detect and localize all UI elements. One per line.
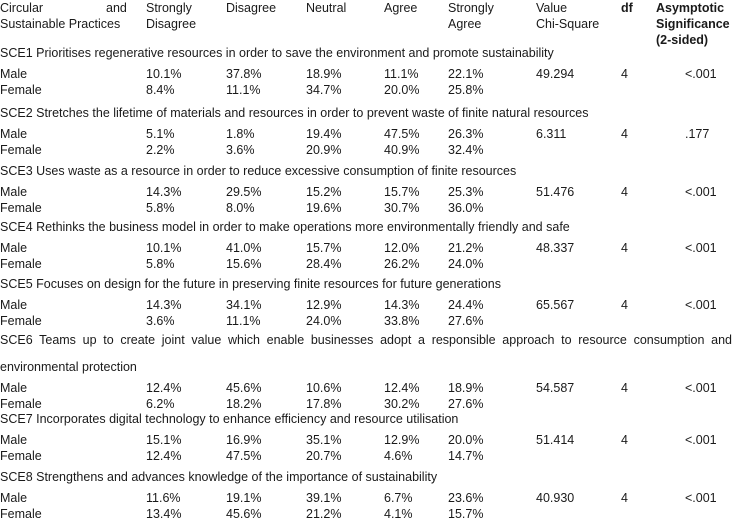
cell-sd: 12.4% (146, 381, 182, 395)
header-strongly-disagree-1: Strongly (146, 1, 192, 15)
cell-sa: 27.6% (448, 314, 484, 328)
cell-d: 18.2% (226, 397, 262, 411)
table-row-male (0, 490, 732, 506)
cell-sd: 14.3% (146, 298, 182, 312)
cell-df: 4 (621, 491, 628, 505)
table-row-female (0, 200, 732, 216)
cell-n: 19.6% (306, 201, 342, 215)
cell-d: 1.8% (226, 127, 255, 141)
cell-sd: 15.1% (146, 433, 182, 447)
item-label: SCE6 Teams up to create joint value which enable businesses adopt a responsible approach to resource consumption and (0, 333, 732, 347)
cell-sa: 24.4% (448, 298, 484, 312)
cell-sa: 36.0% (448, 201, 484, 215)
cell-df: 4 (621, 241, 628, 255)
cell-a: 33.8% (384, 314, 420, 328)
cell-d: 11.1% (226, 83, 261, 97)
item-label: SCE1 Prioritises regenerative resources in order to save the environment and promote sustainability (0, 46, 554, 60)
item-label: SCE2 Stretches the lifetime of materials and resources in order to prevent waste of finite natural resources (0, 106, 589, 120)
cell-a: 15.7% (384, 185, 420, 199)
cell-a: 47.5% (384, 127, 420, 141)
cell-n: 24.0% (306, 314, 342, 328)
cell-n: 18.9% (306, 67, 342, 81)
cell-a: 20.0% (384, 83, 420, 97)
cell-n: 20.7% (306, 449, 342, 463)
cell-sd: 5.8% (146, 201, 175, 215)
cell-d: 11.1% (226, 314, 261, 328)
header-neutral: Neutral (306, 1, 347, 15)
cell-sd: 11.6% (146, 491, 181, 505)
cell-sd: 5.1% (146, 127, 175, 141)
cell-d: 37.8% (226, 67, 262, 81)
cell-a: 40.9% (384, 143, 420, 157)
cell-significance: <.001 (685, 433, 717, 447)
cell-d: 45.6% (226, 381, 262, 395)
cell-sa: 15.7% (448, 507, 484, 521)
cell-sa: 32.4% (448, 143, 484, 157)
table-row-female (0, 448, 732, 464)
cell-sa: 26.3% (448, 127, 484, 141)
cell-group: Female (0, 257, 42, 271)
header-disagree: Disagree (226, 1, 277, 15)
item-label: SCE4 Rethinks the business model in order to make operations more environmentally friendly and safe (0, 220, 570, 234)
cell-sd: 14.3% (146, 185, 182, 199)
header-practices-line2: Sustainable Practices (0, 17, 121, 31)
table-row-male (0, 297, 732, 313)
cell-significance: <.001 (685, 298, 717, 312)
cell-group: Male (0, 298, 28, 312)
cell-sd: 8.4% (146, 83, 175, 97)
cell-df: 4 (621, 185, 628, 199)
cell-chi-square: 51.476 (536, 185, 575, 199)
table-row-male (0, 432, 732, 448)
cell-df: 4 (621, 433, 628, 447)
cell-sa: 20.0% (448, 433, 484, 447)
cell-sd: 2.2% (146, 143, 175, 157)
cell-sa: 21.2% (448, 241, 484, 255)
table-row-female (0, 313, 732, 329)
cell-sd: 6.2% (146, 397, 175, 411)
cell-d: 45.6% (226, 507, 262, 521)
header-chi-square-2: Chi-Square (536, 17, 600, 31)
cell-chi-square: 6.311 (536, 127, 567, 141)
header-practices-line1a: Circular (0, 1, 44, 15)
cell-df: 4 (621, 381, 628, 395)
table-row-male (0, 380, 732, 396)
cell-sd: 3.6% (146, 314, 175, 328)
cell-df: 4 (621, 298, 628, 312)
cell-significance: <.001 (685, 67, 717, 81)
cell-a: 12.4% (384, 381, 420, 395)
cell-a: 4.6% (384, 449, 413, 463)
cell-n: 15.7% (306, 241, 342, 255)
cell-significance: <.001 (685, 491, 717, 505)
cell-sd: 10.1% (146, 241, 182, 255)
cell-d: 16.9% (226, 433, 262, 447)
cell-df: 4 (621, 67, 628, 81)
table-row-female (0, 82, 732, 98)
cell-sa: 24.0% (448, 257, 484, 271)
cell-sa: 27.6% (448, 397, 484, 411)
header-significance-3: (2-sided) (656, 33, 709, 47)
cell-sa: 14.7% (448, 449, 484, 463)
item-label-continued: environmental protection (0, 360, 137, 374)
header-chi-square-1: Value (536, 1, 568, 15)
header-df: df (621, 1, 633, 15)
cell-a: 12.0% (384, 241, 420, 255)
cell-group: Male (0, 185, 28, 199)
cell-group: Male (0, 381, 28, 395)
cell-significance: <.001 (685, 381, 717, 395)
cell-a: 30.7% (384, 201, 420, 215)
cell-sd: 12.4% (146, 449, 182, 463)
cell-d: 41.0% (226, 241, 262, 255)
cell-group: Female (0, 449, 42, 463)
cell-d: 19.1% (226, 491, 262, 505)
table-row-male (0, 184, 732, 200)
cell-sd: 5.8% (146, 257, 175, 271)
cell-sa: 25.8% (448, 83, 484, 97)
cell-group: Male (0, 241, 28, 255)
table-row-female (0, 396, 732, 412)
cell-d: 3.6% (226, 143, 255, 157)
header-strongly-agree-2: Agree (448, 17, 482, 31)
item-label: SCE3 Uses waste as a resource in order to reduce excessive consumption of finite resources (0, 164, 517, 178)
cell-group: Male (0, 127, 28, 141)
header-practices-line1b: and (106, 1, 127, 15)
cell-n: 28.4% (306, 257, 342, 271)
cell-d: 29.5% (226, 185, 262, 199)
cell-group: Male (0, 491, 28, 505)
cell-n: 15.2% (306, 185, 342, 199)
cell-group: Female (0, 83, 42, 97)
table-row-female (0, 256, 732, 272)
cell-d: 34.1% (226, 298, 262, 312)
header-strongly-disagree-2: Disagree (146, 17, 197, 31)
table-row-male (0, 126, 732, 142)
cell-a: 4.1% (384, 507, 413, 521)
cell-a: 30.2% (384, 397, 420, 411)
cell-sd: 13.4% (146, 507, 182, 521)
cell-significance: <.001 (685, 185, 717, 199)
cell-d: 8.0% (226, 201, 255, 215)
cell-n: 35.1% (306, 433, 342, 447)
cell-n: 17.8% (306, 397, 342, 411)
cell-n: 39.1% (306, 491, 342, 505)
cell-significance: <.001 (685, 241, 717, 255)
cell-a: 12.9% (384, 433, 420, 447)
cell-chi-square: 65.567 (536, 298, 575, 312)
cell-d: 47.5% (226, 449, 262, 463)
header-agree: Agree (384, 1, 418, 15)
cell-chi-square: 54.587 (536, 381, 575, 395)
cell-chi-square: 48.337 (536, 241, 575, 255)
table-row-female (0, 506, 732, 522)
cell-df: 4 (621, 127, 628, 141)
cell-a: 11.1% (384, 67, 419, 81)
cell-sa: 18.9% (448, 381, 484, 395)
cell-group: Male (0, 433, 28, 447)
cell-group: Female (0, 143, 42, 157)
cell-group: Female (0, 314, 42, 328)
item-label: SCE8 Strengthens and advances knowledge of the importance of sustainability (0, 470, 438, 484)
item-label: SCE7 Incorporates digital technology to enhance efficiency and resource utilisation (0, 412, 459, 426)
cell-a: 14.3% (384, 298, 420, 312)
cell-chi-square: 40.930 (536, 491, 575, 505)
cell-n: 19.4% (306, 127, 342, 141)
header-significance-1: Asymptotic (656, 1, 725, 15)
table-row-male (0, 240, 732, 256)
cell-n: 10.6% (306, 381, 342, 395)
cell-d: 15.6% (226, 257, 262, 271)
table-header (0, 0, 732, 50)
header-significance-2: Significance (656, 17, 730, 31)
cell-group: Female (0, 397, 42, 411)
cell-a: 26.2% (384, 257, 420, 271)
cell-sa: 25.3% (448, 185, 484, 199)
cell-group: Female (0, 507, 42, 521)
cell-sa: 23.6% (448, 491, 484, 505)
cell-group: Female (0, 201, 42, 215)
table-row-male (0, 66, 732, 82)
cell-sa: 22.1% (448, 67, 484, 81)
cell-a: 6.7% (384, 491, 413, 505)
cell-n: 20.9% (306, 143, 342, 157)
header-strongly-agree-1: Strongly (448, 1, 494, 15)
cell-n: 12.9% (306, 298, 342, 312)
cell-n: 21.2% (306, 507, 342, 521)
cell-n: 34.7% (306, 83, 342, 97)
cell-group: Male (0, 67, 28, 81)
item-label: SCE5 Focuses on design for the future in preserving finite resources for future generations (0, 277, 501, 291)
cell-sd: 10.1% (146, 67, 182, 81)
cell-significance: .177 (685, 127, 710, 141)
cell-chi-square: 51.414 (536, 433, 575, 447)
cell-chi-square: 49.294 (536, 67, 575, 81)
table-row-female (0, 142, 732, 158)
